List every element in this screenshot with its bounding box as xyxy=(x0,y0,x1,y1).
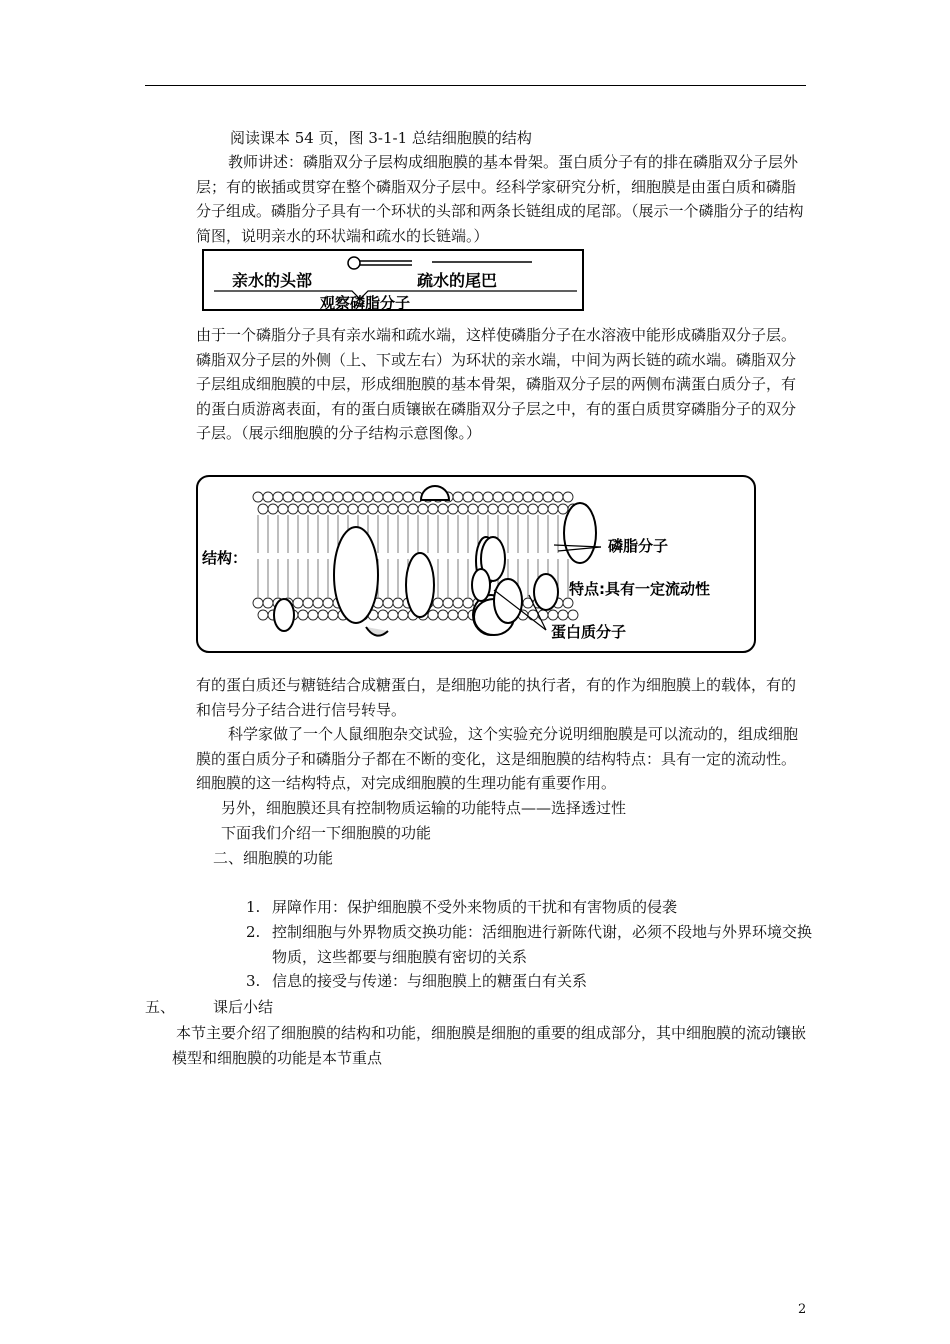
selective-permeability-line: 另外，细胞膜还具有控制物质运输的功能特点——选择透过性 xyxy=(221,799,627,817)
list-item-number: 2. xyxy=(246,923,261,941)
list-item-text: 控制细胞与外界物质交换功能：活细胞进行新陈代谢，必须不段地与外界环境交换物质，这些都要与细胞膜有密切的关系 xyxy=(272,923,813,966)
phospholipid-figure xyxy=(202,249,584,311)
teacher-paragraph: 教师讲述：磷脂双分子层构成细胞膜的基本骨架。蛋白质分子有的排在磷脂双分子层外层；有的嵌插或贯穿在整个磷脂双分子层中。经科学家研究分析，细胞膜是由蛋白质和磷脂分子组成。磷脂分子具有一个环状的头部和两条长链组成的尾部。（展示一个磷脂分子的结构简图，说明亲水的环状端和疏水的长链端。） xyxy=(196,153,804,245)
list-item-text: 屏障作用：保护细胞膜不受外来物质的干扰和有害物质的侵袭 xyxy=(272,898,678,916)
tail-label: 疏水的尾巴 xyxy=(417,271,498,290)
glycoprotein-paragraph: 有的蛋白质还与糖链结合成糖蛋白，是细胞功能的执行者，有的作为细胞膜上的载体，有的和信号分子结合进行信号转导。 xyxy=(196,676,797,719)
experiment-paragraph: 科学家做了一个人鼠细胞杂交试验，这个实验充分说明细胞膜是可以流动的，组成细胞膜的蛋白质分子和磷脂分子都在不断的变化，这是细胞膜的结构特点：具有一定的流动性。细胞膜的这一结构特点，对完成细胞膜的生理功能有重要作用。 xyxy=(196,725,799,792)
protein-label: 蛋白质分子 xyxy=(551,623,627,641)
list-item-number: 1. xyxy=(246,898,261,916)
header-rule xyxy=(145,85,806,86)
phospholipid-label: 磷脂分子 xyxy=(608,537,669,555)
read-instruction: 阅读课本 54 页，图 3-1-1 总结细胞膜的结构 xyxy=(230,129,532,147)
summary-paragraph: 本节主要介绍了细胞膜的结构和功能，细胞膜是细胞的重要的组成部分，其中细胞膜的流动镶嵌模型和细胞膜的功能是本节重点 xyxy=(172,1024,807,1067)
function-intro-line: 下面我们介绍一下细胞膜的功能 xyxy=(221,824,432,842)
section2-heading: 二、细胞膜的功能 xyxy=(213,849,334,867)
bilayer-paragraph: 由于一个磷脂分子具有亲水端和疏水端，这样使磷脂分子在水溶液中能形成磷脂双分子层。磷脂双分子层的外侧（上、下或左右）为环状的亲水端，中间为两长链的疏水端。磷脂双分子层组成细胞膜的中层，形成细胞膜的基本骨架，磷脂双分子层的两侧布满蛋白质分子，有的蛋白质游离表面，有的蛋白质镶嵌在磷脂双分子层之中，有的蛋白质贯穿磷脂分子的双分子层。（展示细胞膜的分子结构示意图像。） xyxy=(196,326,797,442)
list-item-number: 3. xyxy=(246,972,261,990)
section5-title: 课后小结 xyxy=(213,998,274,1016)
membrane-structure-figure xyxy=(196,475,756,653)
head-label: 亲水的头部 xyxy=(232,271,313,290)
structure-label: 结构： xyxy=(202,549,248,567)
feature-label: 特点:具有一定流动性 xyxy=(569,580,710,598)
figure1-caption: 观察磷脂分子 xyxy=(320,294,411,311)
page-number: 2 xyxy=(798,1302,807,1317)
section5-number: 五、 xyxy=(145,998,176,1016)
list-item-text: 信息的接受与传递：与细胞膜上的糖蛋白有关系 xyxy=(272,972,588,990)
